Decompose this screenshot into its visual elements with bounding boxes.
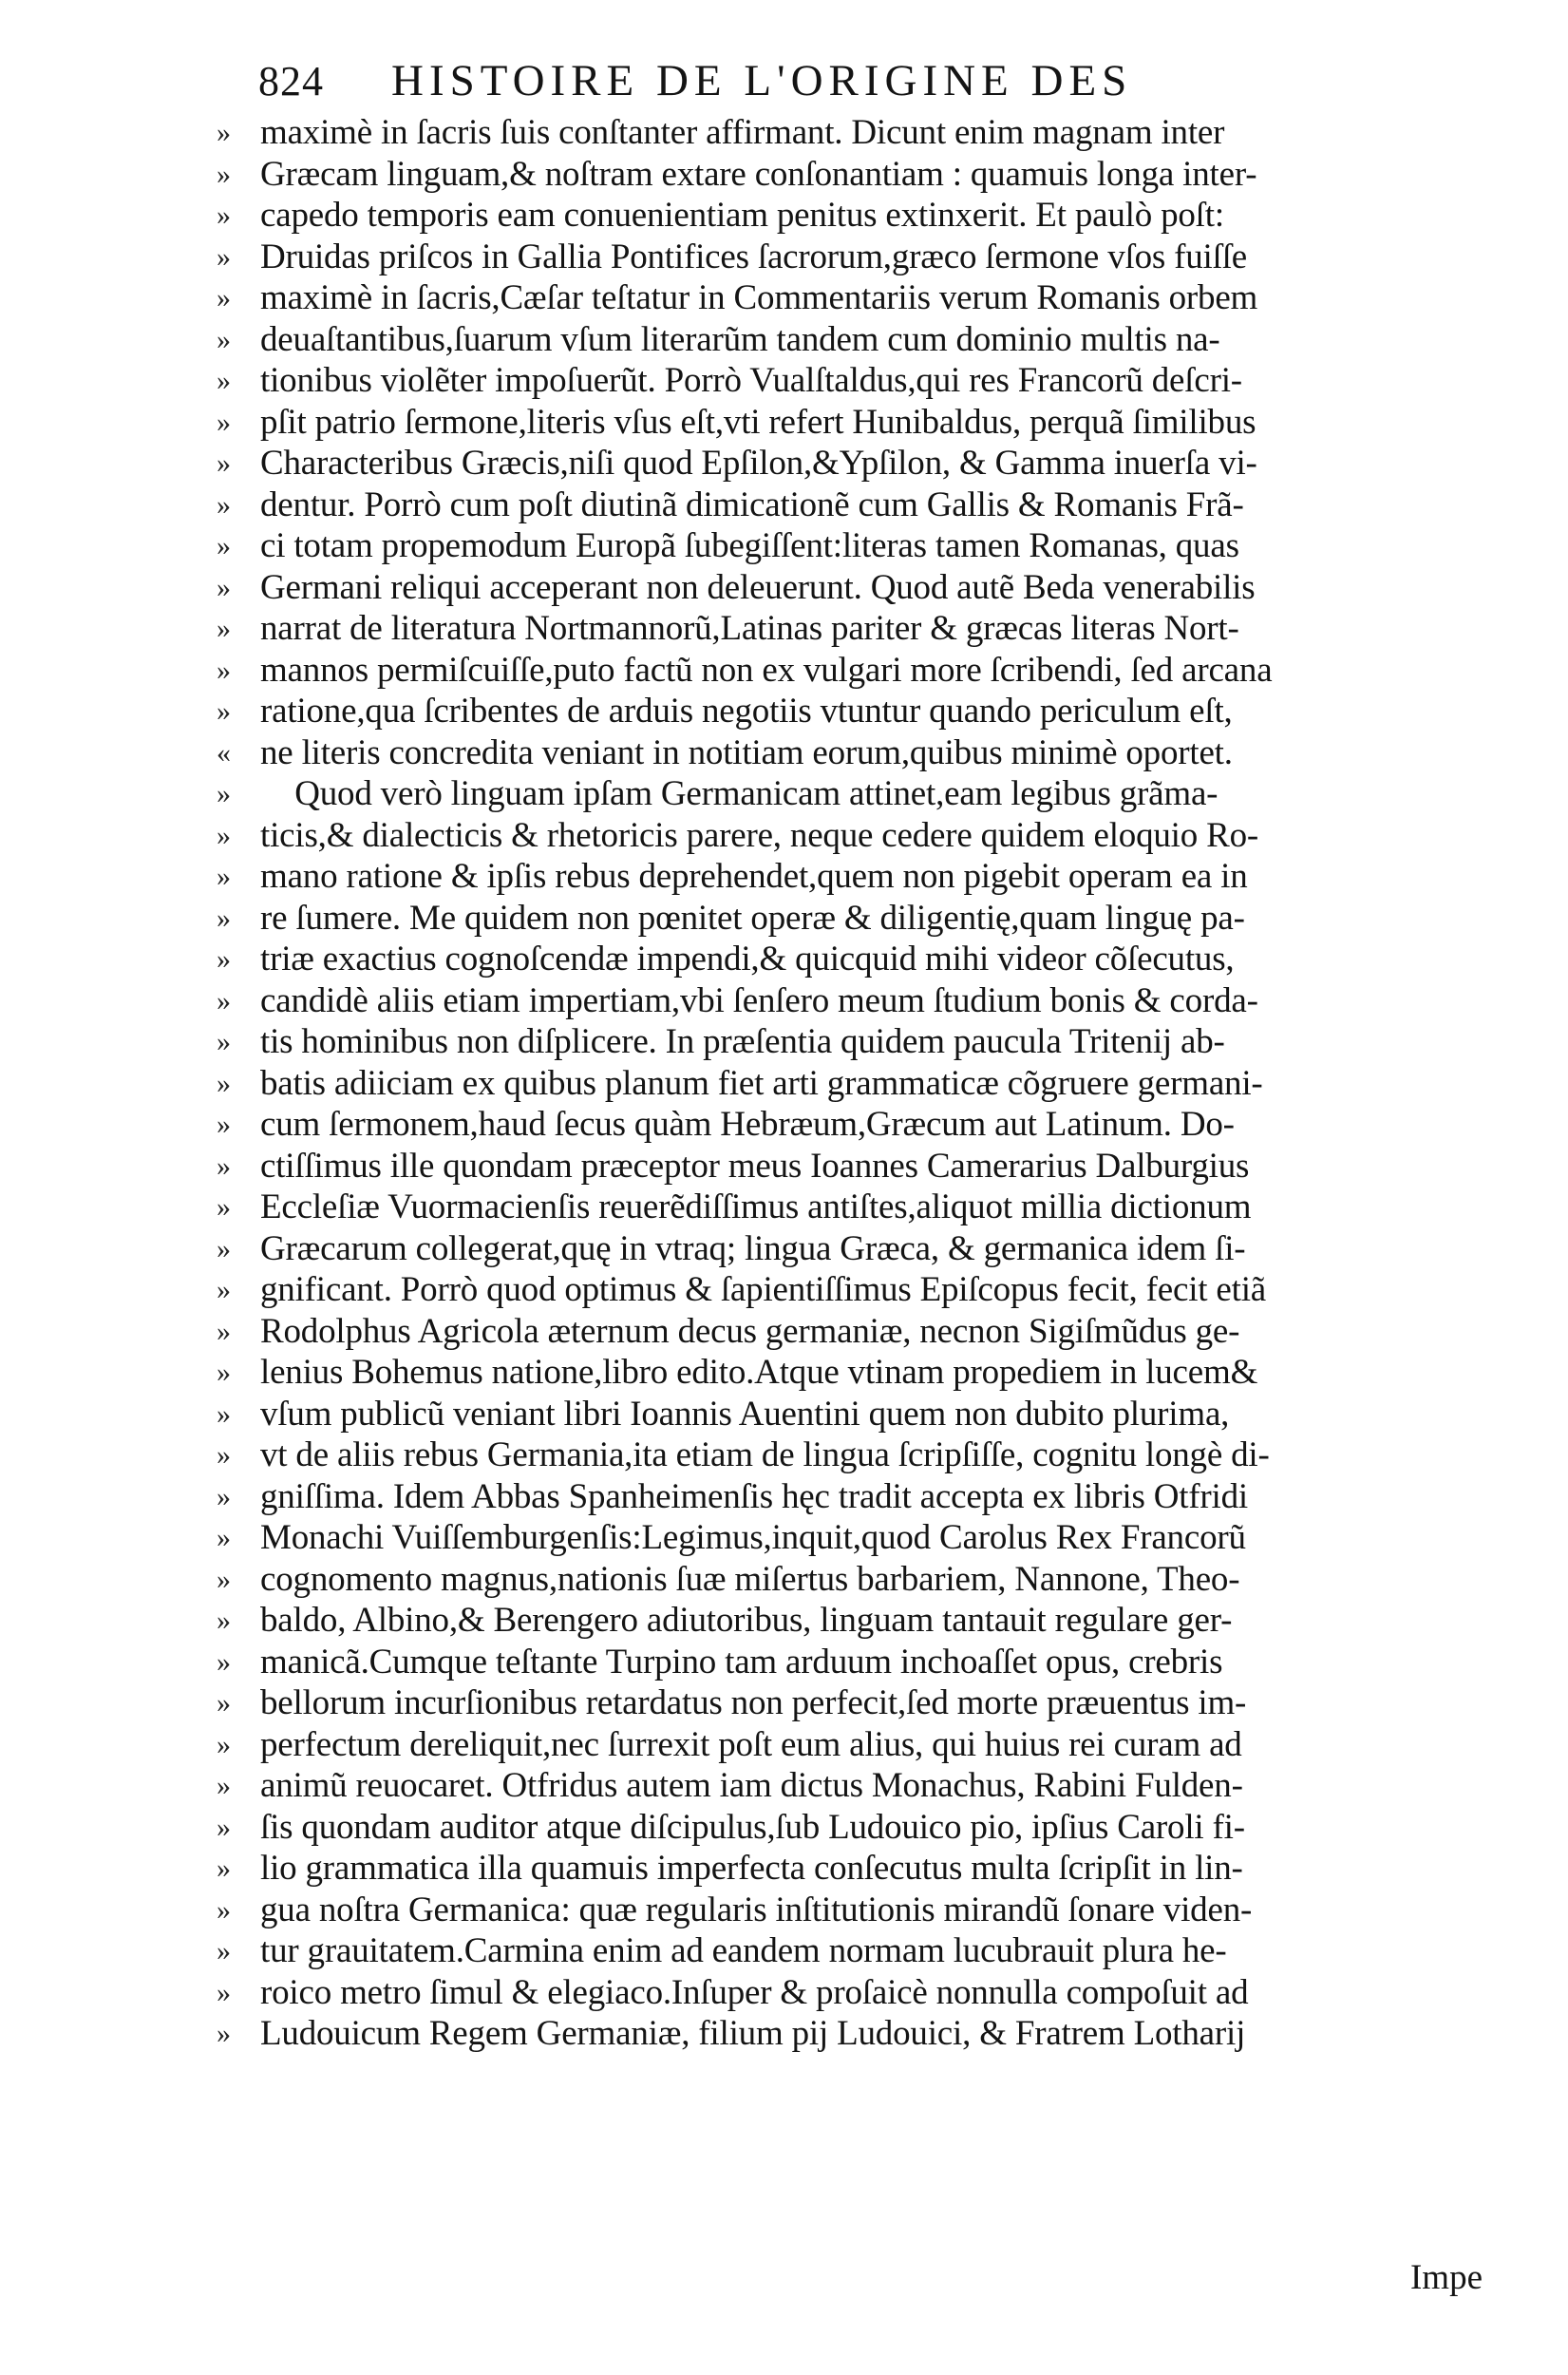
quotation-marker: » — [217, 943, 231, 975]
quotation-marker: » — [217, 1315, 231, 1347]
quotation-marker: » — [217, 1687, 231, 1719]
line-text: batis adiiciam ex quibus planum fiet arti grammaticæ cõgruere germani- — [260, 1063, 1263, 1103]
line-text: baldo, Albino,& Berengero adiutoribus, linguam tantauit regulare ger- — [260, 1601, 1233, 1640]
text-line — [217, 608, 1461, 650]
text-line — [217, 277, 1461, 319]
running-header — [258, 49, 1294, 110]
quotation-marker: » — [217, 447, 231, 479]
line-text: manicã.Cumque teſtante Turpino tam arduum inchoaſſet opus, crebris — [260, 1642, 1223, 1682]
text-line — [217, 1517, 1461, 1559]
text-line — [217, 691, 1461, 732]
quotation-marker: » — [217, 365, 231, 396]
quotation-marker: » — [217, 1397, 231, 1430]
line-text: Quod verò linguam ipſam Germanicam attinet,eam legibus grãma- — [260, 774, 1219, 813]
text-line — [217, 1848, 1461, 1890]
text-line — [217, 1434, 1461, 1476]
quotation-marker: » — [217, 282, 231, 314]
quotation-marker: » — [217, 1935, 231, 1966]
quotation-marker: » — [217, 571, 231, 603]
quotation-marker: « — [217, 736, 231, 769]
line-text: lio grammatica illa quamuis imperfecta conſecutus multa ſcripſit in lin- — [260, 1849, 1243, 1888]
text-line — [217, 195, 1461, 237]
quotation-marker: » — [217, 1357, 231, 1388]
quotation-marker: » — [217, 1728, 231, 1760]
text-line — [217, 525, 1461, 567]
line-text: ticis,& dialecticis & rhetoricis parere, neque cedere quidem eloquio Ro- — [260, 815, 1259, 855]
line-text: cognomento magnus,nationis ſuæ miſertus barbariem, Nannone, Theo- — [260, 1559, 1240, 1599]
text-line — [217, 319, 1461, 361]
quotation-marker: » — [217, 819, 231, 851]
text-line — [217, 980, 1461, 1022]
catchword: Impe — [1409, 2258, 1483, 2297]
line-text: gniſſima. Idem Abbas Spanheimenſis hęc tradit accepta ex libris Otfridi — [260, 1476, 1249, 1516]
line-text: candidè aliis etiam impertiam,vbi ſenſero meum ſtudium bonis & corda- — [260, 980, 1258, 1020]
line-text: mannos permiſcuiſſe,puto factũ non ex vulgari more ſcribendi, ſed arcana — [260, 650, 1273, 690]
text-line — [217, 360, 1461, 402]
quotation-marker: » — [217, 2018, 231, 2049]
line-text: perfectum dereliquit,nec ſurrexit poſt eum alius, qui huius rei curam ad — [260, 1724, 1242, 1764]
line-text: roico metro ſimul & elegiaco.Inſuper & proſaicè nonnulla compoſuit ad — [260, 1972, 1249, 2012]
text-line — [217, 1228, 1461, 1270]
line-text: deuaſtantibus,ſuarum vſum literarũm tandem cum dominio multis na- — [260, 319, 1220, 359]
text-line — [217, 1063, 1461, 1105]
text-line — [217, 567, 1461, 609]
line-text: Rodolphus Agricola æternum decus germaniæ, necnon Sigiſmũdus ge- — [260, 1311, 1240, 1351]
quotation-marker: » — [217, 1191, 231, 1223]
quotation-marker: » — [217, 530, 231, 561]
quotation-marker: » — [217, 1852, 231, 1884]
text-line — [217, 443, 1461, 484]
quotation-marker: » — [217, 902, 231, 934]
text-line — [217, 1724, 1461, 1766]
quotation-marker: » — [217, 200, 231, 231]
line-text: ſis quondam auditor atque diſcipulus,ſub Ludouico pio, ipſius Caroli fi- — [260, 1807, 1245, 1847]
text-line — [217, 1642, 1461, 1683]
text-line — [217, 1021, 1461, 1063]
text-line — [217, 856, 1461, 898]
line-text: gnificant. Porrò quod optimus & ſapientiſſimus Epiſcopus fecit, fecit etiã — [260, 1270, 1267, 1309]
line-text: ci totam propemodum Europã ſubegiſſent:literas tamen Romanas, quas — [260, 526, 1239, 565]
page-number: 824 — [258, 58, 324, 104]
line-text: bellorum incurſionibus retardatus non perfecit,ſed morte præuentus im- — [260, 1683, 1247, 1722]
line-text: Druidas priſcos in Gallia Pontifices ſacrorum,græco ſermone vſos fuiſſe — [260, 237, 1248, 276]
text-line — [217, 112, 1461, 154]
quotation-marker: » — [217, 406, 231, 438]
text-line — [217, 1352, 1461, 1394]
text-line — [217, 939, 1461, 980]
quotation-marker: » — [217, 778, 231, 809]
body-text — [217, 112, 1461, 2055]
text-line — [217, 773, 1461, 815]
text-line — [217, 1311, 1461, 1353]
quotation-marker: » — [217, 695, 231, 727]
line-text: maximè in ſacris ſuis conſtanter affirmant. Dicunt enim magnam inter — [260, 113, 1225, 152]
quotation-marker: » — [217, 1274, 231, 1305]
line-text: triæ exactius cognoſcendæ impendi,& quicquid mihi videor cõſecutus, — [260, 940, 1235, 978]
quotation-marker: » — [217, 1811, 231, 1843]
line-text: mano ratione & ipſis rebus deprehendet,quem non pigebit operam ea in — [260, 857, 1248, 896]
text-line — [217, 1476, 1461, 1518]
line-text: Characteribus Græcis,niſi quod Epſilon,&Ypſilon, & Gamma inuerſa vi- — [260, 444, 1257, 483]
text-line — [217, 1972, 1461, 2014]
line-text: Monachi Vuiſſemburgenſis:Legimus,inquit,quod Carolus Rex Francorũ — [260, 1518, 1246, 1557]
text-line — [217, 732, 1461, 774]
quotation-marker: » — [217, 488, 231, 521]
quotation-marker: » — [217, 1067, 231, 1099]
quotation-marker: » — [217, 1232, 231, 1264]
line-text: Græcarum collegerat,quę in vtraq; lingua Græca, & germanica idem ſi- — [260, 1228, 1246, 1268]
quotation-marker: » — [217, 117, 231, 148]
line-text: lenius Bohemus natione,libro edito.Atque vtinam propediem in lucem& — [260, 1353, 1258, 1392]
line-text: ctiſſimus ille quondam præceptor meus Ioannes Camerarius Dalburgius — [260, 1146, 1250, 1186]
text-line — [217, 650, 1461, 692]
text-line — [217, 1600, 1461, 1642]
quotation-marker: » — [217, 984, 231, 1016]
text-line — [217, 1559, 1461, 1601]
line-text: Eccleſiæ Vuormacienſis reuerẽdiſſimus antiſtes,aliquot millia dictionum — [260, 1188, 1252, 1226]
text-line — [217, 1394, 1461, 1435]
line-text: capedo temporis eam conuenientiam penitus extinxerit. Et paulò poſt: — [260, 196, 1224, 235]
quotation-marker: » — [217, 158, 231, 190]
text-line — [217, 1269, 1461, 1311]
line-text: ratione,qua ſcribentes de arduis negotiis vtuntur quando periculum eſt, — [260, 692, 1233, 731]
quotation-marker: » — [217, 1893, 231, 1926]
quotation-marker: » — [217, 1026, 231, 1057]
line-text: narrat de literatura Nortmannorũ,Latinas pariter & græcas literas Nort- — [260, 609, 1239, 648]
text-line — [217, 1807, 1461, 1849]
quotation-marker: » — [217, 613, 231, 644]
line-text: animũ reuocaret. Otfridus autem iam dictus Monachus, Rabini Fulden- — [260, 1766, 1243, 1805]
quotation-marker: » — [217, 240, 231, 273]
text-line — [217, 1930, 1461, 1972]
text-line — [217, 237, 1461, 278]
text-line — [217, 1187, 1461, 1228]
line-text: gua noſtra Germanica: quæ regularis inſtitutionis mirandũ ſonare viden- — [260, 1890, 1253, 1929]
quotation-marker: » — [217, 1480, 231, 1512]
text-line — [217, 1890, 1461, 1931]
quotation-marker: » — [217, 1770, 231, 1801]
line-text: vt de aliis rebus Germania,ita etiam de lingua ſcripſiſſe, cognitu longè di- — [260, 1435, 1270, 1474]
line-text: dentur. Porrò cum poſt diutinã dimicationẽ cum Gallis & Romanis Frã- — [260, 484, 1244, 524]
quotation-marker: » — [217, 654, 231, 686]
text-line — [217, 402, 1461, 444]
line-text: tis hominibus non diſplicere. In præſentia quidem paucula Tritenij ab- — [260, 1022, 1225, 1061]
text-line — [217, 1682, 1461, 1724]
line-text: ne literis concredita veniant in notitiam eorum,quibus minimè oportet. — [260, 732, 1233, 772]
line-text: Græcam linguam,& noſtram extare conſonantiam : quamuis longa inter- — [260, 154, 1257, 194]
line-text: tur grauitatem.Carmina enim ad eandem normam lucubrauit plura he- — [260, 1931, 1227, 1970]
text-line — [217, 1104, 1461, 1146]
quotation-marker: » — [217, 1109, 231, 1140]
text-line — [217, 1765, 1461, 1807]
quotation-marker: » — [217, 861, 231, 892]
line-text: pſit patrio ſermone,literis vſus eſt,vti refert Hunibaldus, perquã ſimilibus — [260, 402, 1256, 442]
text-line — [217, 898, 1461, 940]
quotation-marker: » — [217, 1976, 231, 2008]
line-text: cum ſermonem,haud ſecus quàm Hebræum,Græcum aut Latinum. Do- — [260, 1105, 1235, 1144]
quotation-marker: » — [217, 1563, 231, 1595]
running-title: HISTOIRE DE L'ORIGINE DES — [391, 56, 1133, 105]
quotation-marker: » — [217, 1522, 231, 1553]
quotation-marker: » — [217, 1605, 231, 1636]
text-line — [217, 1146, 1461, 1188]
line-text: maximè in ſacris,Cæſar teſtatur in Commentariis verum Romanis orbem — [260, 278, 1258, 317]
line-text: vſum publicũ veniant libri Ioannis Auentini quem non dubito plurima, — [260, 1394, 1230, 1434]
line-text: Germani reliqui acceperant non deleuerunt. Quod autẽ Beda venerabilis — [260, 567, 1256, 607]
quotation-marker: » — [217, 1645, 231, 1678]
text-line — [217, 2013, 1461, 2055]
line-text: re ſumere. Me quidem non pœnitet operæ & diligentię,quam linguę pa- — [260, 898, 1245, 938]
text-line — [217, 484, 1461, 526]
text-line — [217, 154, 1461, 196]
line-text: tionibus violẽter impoſuerũt. Porrò Vualſtaldus,qui res Francorũ deſcri- — [260, 361, 1242, 400]
quotation-marker: » — [217, 1150, 231, 1182]
quotation-marker: » — [217, 1439, 231, 1471]
text-line — [217, 815, 1461, 857]
line-text: Ludouicum Regem Germaniæ, filium pij Ludouici, & Fratrem Lotharij — [260, 2014, 1246, 2053]
quotation-marker: » — [217, 323, 231, 355]
